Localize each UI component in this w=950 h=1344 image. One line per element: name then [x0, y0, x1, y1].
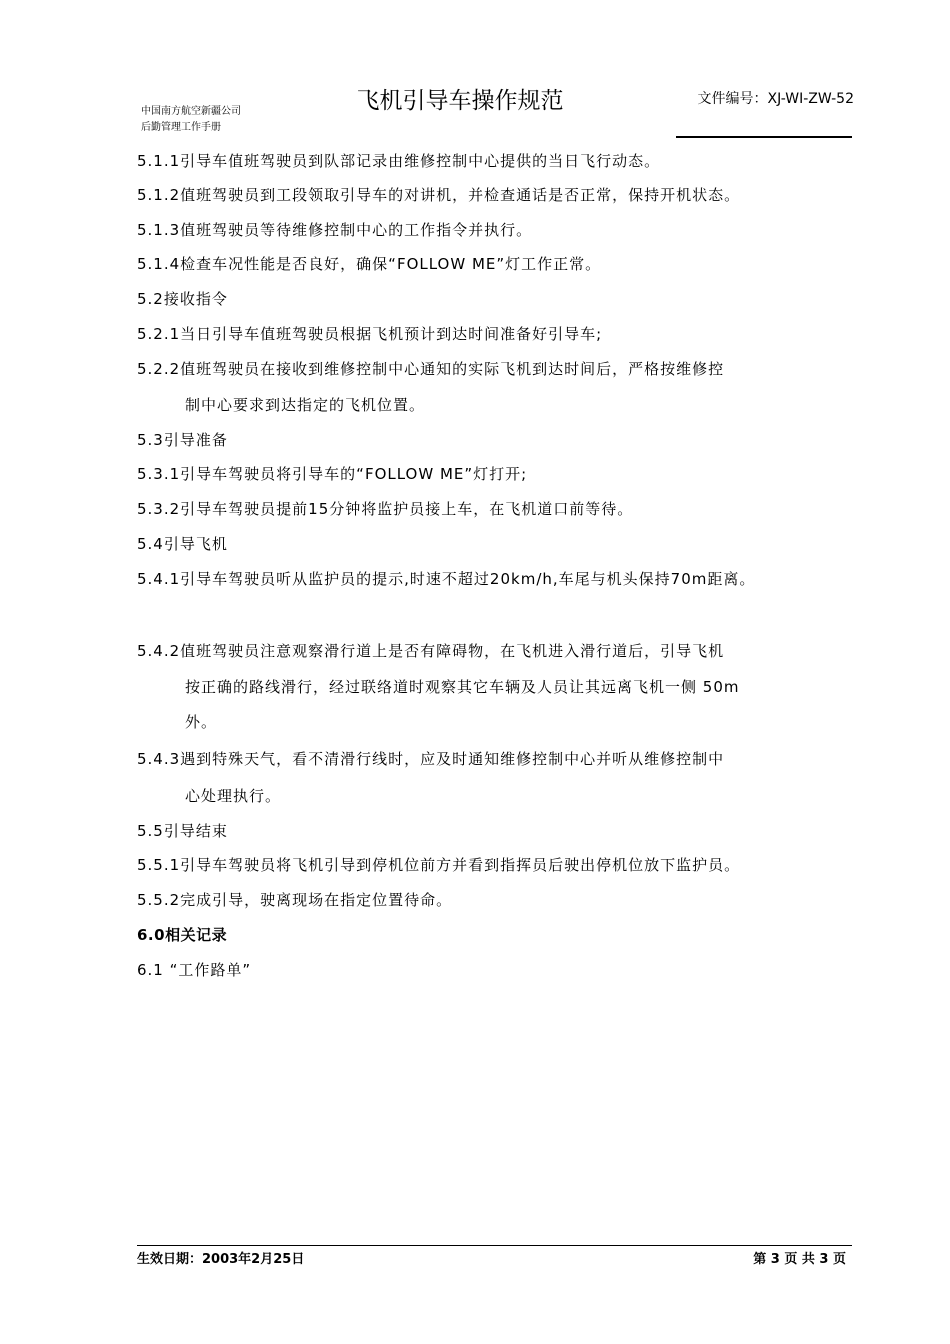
paragraph-5-1-4: 5.1.4检查车况性能是否良好，确保“FOLLOW ME”灯工作正常。 [137, 255, 602, 273]
paragraph-5-4-3: 5.4.3遇到特殊天气，看不清滑行线时，应及时通知维修控制中心并听从维修控制中 [137, 750, 725, 768]
paragraph-5-4-2-cont-2: 外。 [185, 713, 218, 731]
paragraph-5-1-3: 5.1.3值班驾驶员等待维修控制中心的工作指令并执行。 [137, 221, 533, 239]
section-5-5-heading: 5.5引导结束 [137, 822, 228, 840]
paragraph-5-5-1: 5.5.1引导车驾驶员将飞机引导到停机位前方并看到指挥员后驶出停机位放下监护员。 [137, 856, 741, 874]
section-6-0-heading: 6.0相关记录 [137, 926, 228, 944]
header-divider [676, 136, 852, 138]
company-name [141, 104, 241, 136]
paragraph-5-1-2: 5.1.2值班驾驶员到工段领取引导车的对讲机，并检查通话是否正常，保持开机状态。 [137, 186, 741, 204]
document-number: 文件编号：XJ-WI-ZW-52 [697, 91, 854, 107]
page-number: 第 3 页 共 3 页 [753, 1252, 846, 1267]
paragraph-5-4-2-cont-1: 按正确的路线滑行，经过联络道时观察其它车辆及人员让其远离飞机一侧 50m [185, 678, 740, 696]
document-title: 飞机引导车操作规范 [356, 88, 564, 114]
paragraph-5-2-2: 5.2.2值班驾驶员在接收到维修控制中心通知的实际飞机到达时间后，严格按维修控 [137, 360, 725, 378]
manual-line: 后勤管理工作手册 [141, 122, 221, 133]
paragraph-5-3-2: 5.3.2引导车驾驶员提前15分钟将监护员接上车，在飞机道口前等待。 [137, 500, 634, 518]
paragraph-5-2-1: 5.2.1当日引导车值班驾驶员根据飞机预计到达时间准备好引导车; [137, 325, 603, 343]
footer-divider [137, 1245, 852, 1246]
paragraph-5-4-2: 5.4.2值班驾驶员注意观察滑行道上是否有障碍物，在飞机进入滑行道后，引导飞机 [137, 642, 725, 660]
paragraph-5-5-2: 5.5.2完成引导，驶离现场在指定位置待命。 [137, 891, 453, 909]
paragraph-5-4-3-cont: 心处理执行。 [185, 787, 282, 805]
company-line: 中国南方航空新疆公司 [141, 106, 241, 117]
section-5-2-heading: 5.2接收指令 [137, 290, 228, 308]
section-5-4-heading: 5.4引导飞机 [137, 535, 228, 553]
section-5-3-heading: 5.3引导准备 [137, 431, 228, 449]
effective-date: 生效日期：2003年2月25日 [137, 1252, 305, 1267]
paragraph-5-2-2-cont: 制中心要求到达指定的飞机位置。 [185, 396, 426, 414]
paragraph-5-1-1: 5.1.1引导车值班驾驶员到队部记录由维修控制中心提供的当日飞行动态。 [137, 152, 661, 170]
paragraph-6-1: 6.1 “工作路单” [137, 961, 252, 979]
paragraph-5-3-1: 5.3.1引导车驾驶员将引导车的“FOLLOW ME”灯打开; [137, 465, 528, 483]
paragraph-5-4-1: 5.4.1引导车驾驶员听从监护员的提示,时速不超过20km/h,车尾与机头保持70m距离。 [137, 570, 756, 588]
